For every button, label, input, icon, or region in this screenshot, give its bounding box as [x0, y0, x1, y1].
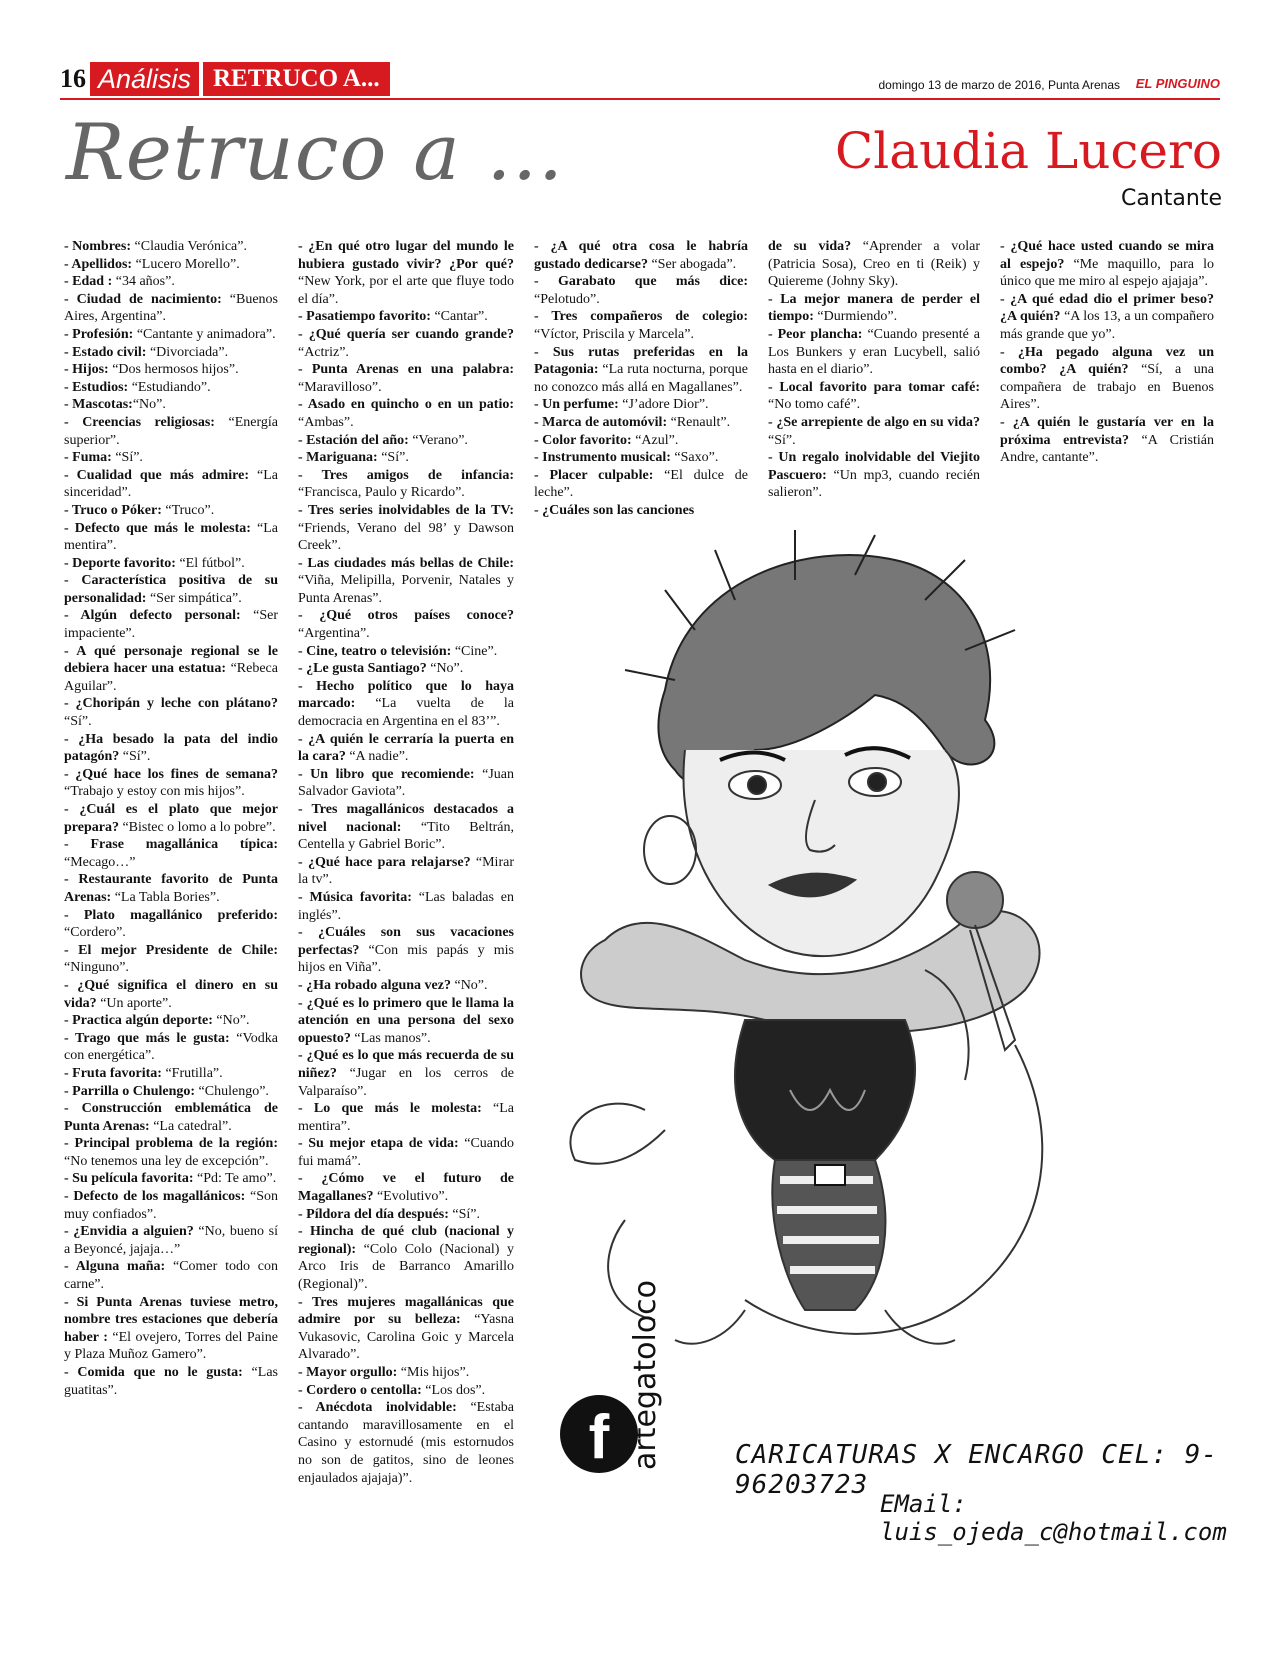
qa-item — [298, 607, 514, 642]
answer: “Trabajo y estoy con mis hijos”. — [64, 784, 245, 800]
qa-item — [534, 502, 748, 520]
text-column-3 — [534, 238, 748, 520]
question: - Defecto que más le molesta: — [64, 520, 251, 536]
question: - ¿A qué edad dio el primer beso? ¿A quién? — [1000, 291, 1214, 325]
qa-item — [298, 1382, 514, 1400]
answer: “Viña, Melipilla, Porvenir, Natales y Punta Arenas”. — [298, 573, 514, 606]
answer: “No”. — [450, 977, 488, 993]
qa-item — [298, 924, 514, 977]
answer: “Energía superior”. — [64, 414, 278, 448]
qa-item — [64, 607, 278, 642]
question: - Fruta favorita: — [64, 1065, 162, 1081]
answer: “Sí, a una compañera de trabajo en Buenos Aires”. — [1000, 362, 1214, 413]
qa-item — [298, 1135, 514, 1170]
text-column-4 — [768, 238, 980, 502]
qa-item — [534, 344, 748, 397]
answer: “Argentina”. — [298, 626, 370, 642]
answer: “La ruta nocturna, porque no conozco más allá en Magallanes”. — [534, 362, 748, 395]
question: - Mascotas: — [64, 397, 133, 413]
qa-item — [64, 1364, 278, 1399]
qa-item — [64, 414, 278, 449]
answer: “Buenos Aires, Argentina”. — [64, 291, 278, 325]
question: - ¿Envidia a alguien? — [64, 1224, 194, 1240]
answer: “Ninguno”. — [64, 960, 129, 976]
answer: “No”. — [426, 661, 464, 677]
qa-item — [298, 1206, 514, 1224]
section-title: Retruco a ... — [66, 108, 564, 198]
answer: “Cuando fui mamá”. — [298, 1136, 515, 1169]
question: - Color favorito: — [534, 432, 632, 448]
question: - Pasatiempo favorito: — [298, 309, 431, 325]
qa-item — [534, 467, 748, 502]
qa-item — [64, 396, 278, 414]
question: - Estado civil: — [64, 344, 147, 360]
qa-item — [298, 502, 514, 555]
question: - Algún defecto personal: — [64, 608, 241, 624]
qa-item — [64, 1083, 278, 1101]
question: - Instrumento musical: — [534, 450, 671, 466]
answer: “Jugar en los cerros de Valparaíso”. — [298, 1065, 514, 1099]
question: - ¿Se arrepiente de algo en su vida? — [768, 414, 980, 430]
answer: “Ser simpática”. — [146, 590, 242, 606]
qa-item — [64, 326, 278, 344]
question: - ¿A quién le gustaría ver en la próxima entrevista? — [1000, 414, 1214, 448]
question: - ¿Qué hace para relajarse? — [298, 854, 471, 870]
question: - Mayor orgullo: — [298, 1365, 398, 1380]
question: - Parrilla o Chulengo: — [64, 1083, 196, 1099]
question: - ¿Qué hace los fines de semana? — [64, 766, 278, 782]
question: - Principal problema de la región: — [64, 1136, 278, 1152]
qa-item — [1000, 291, 1214, 344]
question: - Practica algún deporte: — [64, 1013, 213, 1029]
question: - Asado en quincho o en un patio: — [298, 397, 514, 413]
question: - Edad : — [64, 274, 113, 290]
facebook-icon: f — [560, 1395, 638, 1473]
answer: “Lucero Morello”. — [132, 256, 240, 272]
qa-item — [298, 1100, 514, 1135]
qa-item — [64, 977, 278, 1012]
qa-item — [298, 238, 514, 308]
question: - Su película favorita: — [64, 1171, 194, 1187]
artist-email: EMail: luis_ojeda_c@hotmail.com — [880, 1490, 1227, 1546]
qa-item — [298, 731, 514, 766]
question: - Ciudad de nacimiento: — [64, 291, 222, 307]
question: - Tres compañeros de colegio: — [534, 309, 748, 325]
question: - Alguna maña: — [64, 1259, 166, 1275]
question: - ¿Cuál es el plato que mejor prepara? — [64, 802, 278, 835]
qa-item — [298, 678, 514, 731]
interviewee-name: Claudia Lucero — [835, 122, 1222, 180]
answer: “New York, por el arte que fluye todo el día”. — [298, 274, 514, 307]
answer: “Ambas”. — [298, 414, 354, 430]
qa-item — [1000, 414, 1214, 467]
question: - Un regalo inolvidable del Viejito Pascuero: — [768, 450, 980, 483]
question: - Cine, teatro o televisión: — [298, 643, 452, 659]
answer: “No, bueno sí a Beyoncé, jajaja…” — [64, 1224, 278, 1257]
qa-item — [64, 1294, 278, 1364]
qa-item — [64, 520, 278, 555]
question: - ¿A qué otra cosa le habría gustado dedicarse? — [534, 239, 748, 272]
qa-item — [64, 731, 278, 766]
qa-item — [768, 291, 980, 326]
qa-item — [298, 449, 514, 467]
answer: “Cordero”. — [64, 925, 126, 941]
qa-item — [768, 414, 980, 449]
question: - Sus rutas preferidas en la Patagonia: — [534, 344, 748, 378]
answer: “Durmiendo”. — [813, 309, 898, 325]
qa-item — [64, 836, 278, 871]
qa-item — [64, 1100, 278, 1135]
qa-item — [64, 643, 278, 696]
answer: “Mecago…” — [64, 854, 136, 870]
qa-item — [64, 1223, 278, 1258]
answer: “La Tabla Bories”. — [111, 889, 220, 905]
qa-item — [534, 308, 748, 343]
dateline: domingo 13 de marzo de 2016, Punta Arenas — [878, 78, 1120, 92]
question: - Nombres: — [64, 239, 132, 254]
question: - Placer culpable: — [534, 467, 654, 483]
qa-item — [64, 502, 278, 520]
answer: “A nadie”. — [345, 749, 409, 765]
answer: “No”. — [132, 397, 166, 413]
answer: “La vuelta de la democracia en Argentina en el 83’”. — [298, 696, 514, 730]
question: - Plato magallánico preferido: — [64, 907, 278, 923]
answer: “Azul”. — [631, 432, 679, 448]
text-column-1 — [64, 238, 278, 1399]
answer: “Actriz”. — [298, 344, 349, 360]
qa-item — [64, 1012, 278, 1030]
answer: “La catedral”. — [149, 1118, 232, 1134]
answer: “Pd: Te amo”. — [193, 1171, 277, 1187]
qa-item — [298, 308, 514, 326]
question: - Si Punta Arenas tuviese metro, nombre tres estaciones que debería haber : — [64, 1294, 278, 1345]
answer: “Pelotudo”. — [534, 291, 600, 307]
answer: “Frutilla”. — [161, 1065, 223, 1081]
answer: “El ovejero, Torres del Paine y Plaza Muñoz Gamero”. — [64, 1329, 278, 1363]
answer: “La mentira”. — [64, 520, 278, 554]
answer: “Las baladas en inglés”. — [298, 889, 514, 923]
answer: “Un mp3, cuando recién salieron”. — [768, 467, 980, 501]
qa-item — [298, 977, 514, 995]
qa-item — [64, 273, 278, 291]
qa-item — [64, 572, 278, 607]
qa-item — [534, 449, 748, 467]
question: - Estación del año: — [298, 432, 409, 448]
answer: “Bistec o lomo a lo pobre”. — [118, 819, 276, 835]
answer: “Dos hermosos hijos”. — [108, 362, 239, 378]
qa-item — [64, 871, 278, 906]
text-column-2 — [298, 238, 514, 1487]
qa-item — [768, 379, 980, 414]
answer: “Divorciada”. — [146, 344, 229, 360]
answer: “Estaba cantando maravillosamente en el Casino y estornudé (mis estornudos no son de gatitos, sino de leones enjaulados ajajaja)”. — [298, 1400, 514, 1486]
question: - Característica positiva de su personalidad: — [64, 573, 278, 606]
answer: “Francisca, Paulo y Ricardo”. — [298, 485, 465, 501]
qa-item — [768, 238, 980, 291]
question: - Local favorito para tomar café: — [768, 379, 980, 395]
answer: “Truco”. — [161, 502, 215, 518]
question: - Píldora del día después: — [298, 1206, 449, 1222]
answer: “Cuando presenté a Los Bunkers y eran Lucybell, salió hasta en el diario”. — [768, 326, 981, 378]
answer: “Los dos”. — [421, 1382, 486, 1398]
qa-item — [768, 449, 980, 502]
question: - ¿En qué otro lugar del mundo le hubiera gustado vivir? ¿Por qué? — [298, 239, 514, 272]
question: - Garabato que más dice: — [534, 274, 748, 290]
qa-item — [1000, 344, 1214, 414]
qa-item — [298, 889, 514, 924]
answer: “Colo Colo (Nacional) y Arco Iris de Barranco Amarillo (Regional)”. — [298, 1241, 514, 1293]
answer: “Con mis papás y mis hijos en Viña”. — [298, 942, 514, 976]
qa-item — [298, 643, 514, 661]
qa-item — [298, 1223, 514, 1293]
question: - Defecto de los magallánicos: — [64, 1189, 246, 1205]
qa-item — [298, 396, 514, 431]
subsection-label: RETRUCO A... — [200, 62, 390, 96]
qa-item — [298, 1294, 514, 1364]
question: - El mejor Presidente de Chile: — [64, 942, 278, 958]
answer: “Sí”. — [64, 714, 92, 730]
page-header — [60, 62, 1220, 100]
question: - ¿Ha pegado alguna vez un combo? ¿A quién? — [1000, 344, 1214, 378]
answer: “Vodka con energética”. — [64, 1030, 279, 1064]
qa-item — [64, 256, 278, 274]
question: - Apellidos: — [64, 256, 133, 272]
question: - Lo que más le molesta: — [298, 1101, 482, 1117]
qa-item — [64, 1188, 278, 1223]
question: - Construcción emblemática de Punta Arenas: — [64, 1101, 278, 1134]
answer: “Evolutivo”. — [373, 1189, 449, 1205]
question: - Un perfume: — [534, 397, 619, 413]
answer: “Renault”. — [667, 414, 731, 430]
answer: “Cantar”. — [430, 309, 488, 325]
question: - Su mejor etapa de vida: — [298, 1136, 459, 1152]
answer: “La sinceridad”. — [64, 467, 279, 501]
question: - Hincha de qué club (nacional y regional): — [298, 1224, 514, 1257]
qa-item — [64, 238, 278, 256]
question: - Tres magallánicos destacados a nivel nacional: — [298, 802, 514, 835]
answer: “Ser impaciente”. — [64, 608, 278, 642]
answer: “Sí”. — [448, 1206, 481, 1222]
question: - Hecho político que lo haya marcado: — [298, 678, 514, 712]
answer: “Mis hijos”. — [397, 1365, 470, 1380]
question: - ¿Qué otros países conoce? — [298, 608, 514, 624]
qa-item — [64, 695, 278, 730]
newspaper-logo: EL PINGUINO — [1135, 76, 1220, 91]
answer: “El fútbol”. — [175, 555, 245, 571]
answer: “Aprender a volar (Patricia Sosa), Creo en ti (Reik) y Quiereme (Johny Sky). — [768, 239, 980, 290]
artist-handle: artegatoloco — [628, 1279, 663, 1470]
answer: “Las guatitas”. — [64, 1365, 278, 1398]
answer: “Chulengo”. — [195, 1083, 269, 1099]
qa-item — [298, 361, 514, 396]
question: - Truco o Póker: — [64, 502, 162, 518]
answer: “J’adore Dior”. — [618, 397, 709, 413]
qa-item — [298, 432, 514, 450]
question: - Música favorita: — [298, 889, 412, 905]
answer: “El dulce de leche”. — [534, 467, 748, 501]
answer: “Verano”. — [408, 432, 468, 448]
qa-item — [64, 907, 278, 942]
question: de su vida? — [768, 239, 852, 254]
section-label: Análisis — [90, 62, 199, 96]
question: - Anécdota inolvidable: — [298, 1400, 457, 1416]
question: - ¿Cuáles son sus vacaciones perfectas? — [298, 925, 514, 958]
qa-item — [64, 344, 278, 362]
qa-item — [64, 1135, 278, 1170]
qa-item — [64, 942, 278, 977]
qa-item — [64, 467, 278, 502]
answer: “No”. — [212, 1013, 250, 1029]
answer: “Sí”. — [768, 432, 796, 448]
qa-item — [534, 414, 748, 432]
question: - Cordero o centolla: — [298, 1382, 422, 1398]
question: - Deporte favorito: — [64, 555, 176, 571]
qa-item — [64, 379, 278, 397]
question: - Comida que no le gusta: — [64, 1365, 243, 1380]
question: - ¿Cuáles son las canciones — [534, 502, 695, 518]
answer: “No tenemos una ley de excepción”. — [64, 1153, 269, 1169]
question: - Mariguana: — [298, 450, 378, 466]
answer: “A los 13, a un compañero más grande que yo”. — [1000, 309, 1214, 342]
question: - ¿Choripán y leche con plátano? — [64, 696, 278, 712]
answer: “Son muy confiados”. — [64, 1189, 278, 1222]
question: - Creencias religiosas: — [64, 414, 215, 430]
qa-item — [534, 432, 748, 450]
question: - ¿Ha robado alguna vez? — [298, 977, 451, 993]
answer: “Víctor, Priscila y Marcela”. — [534, 326, 694, 342]
answer: “Tito Beltrán, Centella y Gabriel Boric”. — [298, 819, 514, 853]
qa-item — [64, 1065, 278, 1083]
answer: “Me maquillo, para lo único que me miro al espejo ajajaja”. — [1000, 256, 1214, 290]
question: - Peor plancha: — [768, 326, 863, 342]
question: - A qué personaje regional se le debiera hacer una estatua: — [64, 643, 278, 677]
question: - ¿A quién le cerraría la puerta en la cara? — [298, 731, 514, 765]
question: - Punta Arenas en una palabra: — [298, 362, 514, 378]
qa-item — [298, 1364, 514, 1382]
qa-item — [534, 238, 748, 273]
question: - ¿Qué quería ser cuando grande? — [298, 326, 514, 342]
answer: “Estudiando”. — [128, 379, 211, 395]
qa-item — [1000, 238, 1214, 291]
question: - ¿Le gusta Santiago? — [298, 661, 427, 677]
qa-item — [298, 995, 514, 1048]
question: - Restaurante favorito de Punta Arenas: — [64, 872, 278, 905]
qa-item — [298, 1047, 514, 1100]
answer: “No tomo café”. — [768, 397, 861, 413]
answer: “Sí”. — [111, 450, 143, 466]
qa-item — [534, 396, 748, 414]
caricature-credit: CARICATURAS X ENCARGO CEL: 9-96203723 — [735, 1440, 1218, 1500]
qa-item — [298, 660, 514, 678]
answer: “Las manos”. — [350, 1030, 431, 1046]
question: - ¿Qué es lo que más recuerda de su niñez? — [298, 1048, 514, 1081]
answer: “34 años”. — [112, 274, 175, 290]
question: - Profesión: — [64, 326, 134, 342]
question: - La mejor manera de perder el tiempo: — [768, 291, 980, 325]
answer: “Mirar la tv”. — [298, 854, 514, 888]
question: - Tres amigos de infancia: — [298, 467, 514, 483]
qa-item — [298, 766, 514, 801]
answer: “Cine”. — [451, 643, 498, 659]
qa-item — [298, 1399, 514, 1487]
qa-item — [298, 801, 514, 854]
question: - Tres mujeres magallánicas que admire por su belleza: — [298, 1294, 514, 1328]
interviewee-role: Cantante — [1121, 186, 1222, 211]
question: - Un libro que recomiende: — [298, 766, 475, 782]
question: - Frase magallánica típica: — [64, 837, 278, 853]
answer: “Saxo”. — [670, 450, 719, 466]
question: - Marca de automóvil: — [534, 414, 668, 430]
question: - ¿Qué es lo primero que le llama la atención en una persona del sexo opuesto? — [298, 995, 514, 1046]
qa-item — [64, 766, 278, 801]
question: - Cualidad que más admire: — [64, 467, 250, 483]
question: - ¿Ha besado la pata del indio patagón? — [64, 731, 278, 765]
answer: “La mentira”. — [298, 1101, 514, 1134]
qa-item — [64, 449, 278, 467]
qa-item — [298, 326, 514, 361]
answer: “Juan Salvador Gaviota”. — [298, 766, 514, 800]
qa-item — [298, 555, 514, 608]
qa-item — [64, 1258, 278, 1293]
qa-item — [64, 361, 278, 379]
answer: “Cantante y animadora”. — [133, 326, 276, 342]
answer: “Maravilloso”. — [298, 379, 382, 395]
answer: “Sí”. — [119, 749, 151, 765]
qa-item — [64, 801, 278, 836]
qa-item — [64, 1170, 278, 1188]
qa-item — [298, 854, 514, 889]
question: - Las ciudades más bellas de Chile: — [298, 555, 514, 571]
question: - Estudios: — [64, 379, 129, 395]
question: - Trago que más le gusta: — [64, 1030, 230, 1046]
answer: “Sí”. — [377, 450, 409, 466]
question: - ¿Qué hace usted cuando se mira al espejo? — [1000, 239, 1214, 272]
answer: “Yasna Vukasovic, Carolina Goic y Marcela Alvarado”. — [298, 1312, 514, 1363]
answer: “Un aporte”. — [96, 995, 172, 1011]
question: - Hijos: — [64, 362, 109, 378]
question: - Fuma: — [64, 450, 112, 466]
qa-item — [534, 273, 748, 308]
qa-item — [298, 1170, 514, 1205]
qa-item — [64, 291, 278, 326]
answer: “Claudia Verónica”. — [131, 239, 247, 254]
question: - ¿Cómo ve el futuro de Magallanes? — [298, 1171, 514, 1205]
page-number: 16 — [60, 64, 86, 93]
qa-item — [298, 467, 514, 502]
answer: “Ser abogada”. — [647, 256, 737, 272]
text-column-5 — [1000, 238, 1214, 467]
qa-item — [64, 1030, 278, 1065]
answer: “Rebeca Aguilar”. — [64, 661, 278, 694]
question: - ¿Qué significa el dinero en su vida? — [64, 977, 278, 1011]
answer: “Friends, Verano del 98’ y Dawson Creek”. — [298, 520, 514, 554]
answer: “Comer todo con carne”. — [64, 1259, 279, 1293]
qa-item — [768, 326, 980, 379]
question: - Tres series inolvidables de la TV: — [298, 502, 514, 518]
answer: “A Cristián Andre, cantante”. — [1000, 432, 1214, 466]
qa-item — [64, 555, 278, 573]
